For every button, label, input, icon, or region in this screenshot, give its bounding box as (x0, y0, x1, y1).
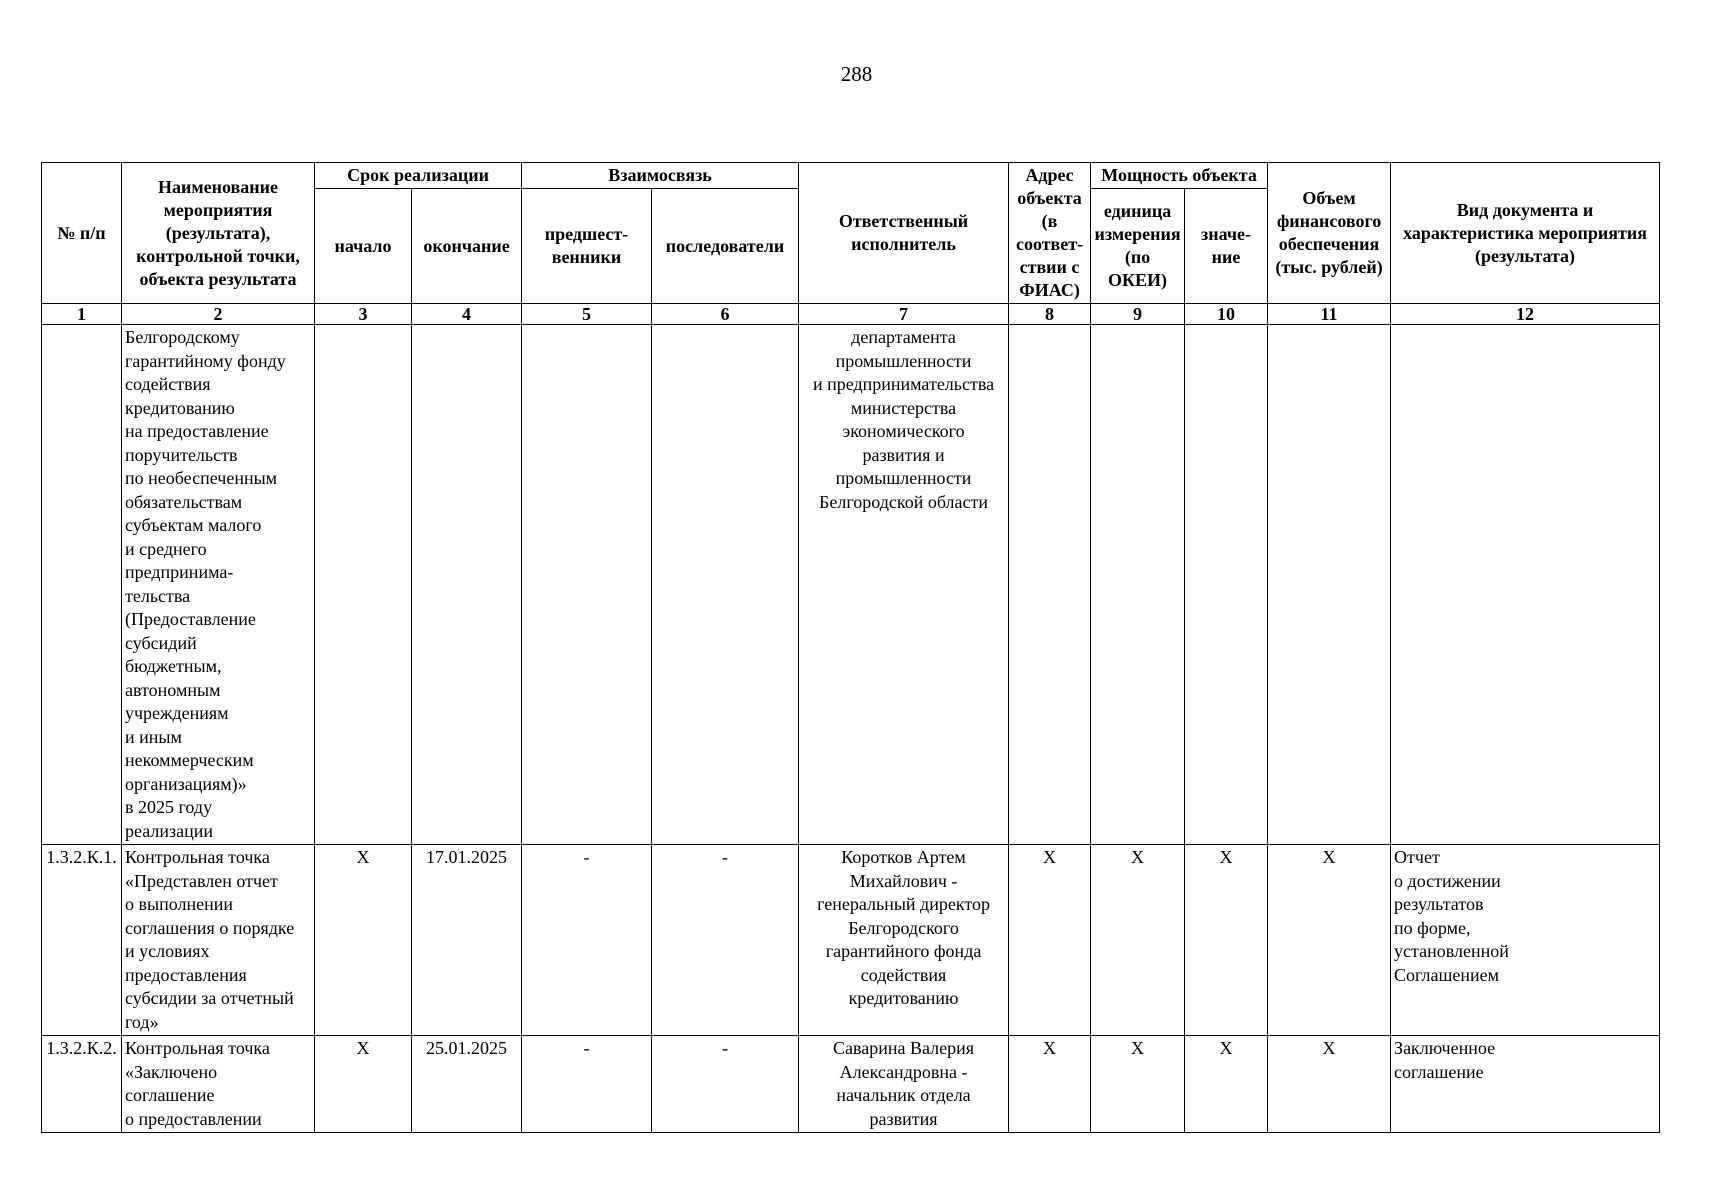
cell-end (412, 325, 522, 845)
cell-unit: X (1091, 1036, 1185, 1133)
cell-predecessors: - (522, 845, 652, 1036)
column-number: 8 (1009, 304, 1091, 325)
column-number: 11 (1268, 304, 1391, 325)
cell-num: 1.3.2.К.2. (42, 1036, 122, 1133)
cell-responsible: Коротков Артем Михайлович - генеральный директор Белгородского гарантийного фонда содействия кредитованию (799, 845, 1009, 1036)
cell-doc: Отчет о достижении результатов по форме, установленной Соглашением (1391, 845, 1660, 1036)
column-number: 2 (122, 304, 315, 325)
table-row (42, 1036, 1660, 1133)
cell-start: X (315, 845, 412, 1036)
header-period: Срок реализации (315, 163, 522, 189)
cell-successors: - (652, 845, 799, 1036)
cell-volume (1268, 325, 1391, 845)
column-number: 12 (1391, 304, 1660, 325)
table-row (42, 325, 1660, 845)
column-number-row (42, 304, 1660, 325)
table-row (42, 845, 1660, 1036)
header-name: Наименование мероприятия (результата), контрольной точки, объекта результата (122, 163, 315, 304)
cell-num: 1.3.2.К.1. (42, 845, 122, 1036)
cell-successors (652, 325, 799, 845)
cell-doc (1391, 325, 1660, 845)
cell-name: Белгородскому гарантийному фонду содействия кредитованию на предоставление поручительств по необеспеченным обязательствам субъектам малого и среднего предпринима- тельства (Предоставление субсидий бюджетным, автономным учреждениям и иным некоммерческим организациям)» в 2025 году реализации (122, 325, 315, 845)
cell-responsible: департамента промышленности и предпринимательства министерства экономического развития и промышленности Белгородской области (799, 325, 1009, 845)
cell-end: 25.01.2025 (412, 1036, 522, 1133)
header-address: Адрес объекта (в соответ- ствии с ФИАС) (1009, 163, 1091, 304)
cell-responsible: Саварина Валерия Александровна - начальник отдела развития (799, 1036, 1009, 1133)
column-number: 10 (1185, 304, 1268, 325)
page-number: 288 (840, 62, 873, 86)
column-number: 1 (42, 304, 122, 325)
column-number: 5 (522, 304, 652, 325)
plan-table (41, 162, 1660, 1133)
cell-value (1185, 325, 1268, 845)
cell-start (315, 325, 412, 845)
header-successors: последователи (652, 189, 799, 304)
cell-address (1009, 325, 1091, 845)
cell-volume: X (1268, 845, 1391, 1036)
header-relation: Взаимосвязь (522, 163, 799, 189)
cell-name: Контрольная точка «Заключено соглашение о предоставлении (122, 1036, 315, 1133)
cell-volume: X (1268, 1036, 1391, 1133)
cell-successors: - (652, 1036, 799, 1133)
column-number: 9 (1091, 304, 1185, 325)
cell-predecessors: - (522, 1036, 652, 1133)
cell-end: 17.01.2025 (412, 845, 522, 1036)
header-num: № п/п (42, 163, 122, 304)
cell-predecessors (522, 325, 652, 845)
column-number: 3 (315, 304, 412, 325)
header-volume: Объем финансового обеспечения (тыс. рублей) (1268, 163, 1391, 304)
cell-value: X (1185, 845, 1268, 1036)
header-end: окончание (412, 189, 522, 304)
header-doc: Вид документа и характеристика мероприятия (результата) (1391, 163, 1660, 304)
header-responsible: Ответственный исполнитель (799, 163, 1009, 304)
header-predecessors: предшест- венники (522, 189, 652, 304)
header-capacity: Мощность объекта (1091, 163, 1268, 189)
cell-start: X (315, 1036, 412, 1133)
cell-name: Контрольная точка «Представлен отчет о выполнении соглашения о порядке и условиях предоставления субсидии за отчетный год» (122, 845, 315, 1036)
header-row-1 (42, 163, 1660, 189)
cell-value: X (1185, 1036, 1268, 1133)
cell-doc: Заключенное соглашение (1391, 1036, 1660, 1133)
column-number: 7 (799, 304, 1009, 325)
cell-address: X (1009, 845, 1091, 1036)
cell-unit: X (1091, 845, 1185, 1036)
column-number: 6 (652, 304, 799, 325)
header-unit: единица измерения (по ОКЕИ) (1091, 189, 1185, 304)
header-value: значе- ние (1185, 189, 1268, 304)
column-number: 4 (412, 304, 522, 325)
header-start: начало (315, 189, 412, 304)
cell-address: X (1009, 1036, 1091, 1133)
cell-num (42, 325, 122, 845)
cell-unit (1091, 325, 1185, 845)
